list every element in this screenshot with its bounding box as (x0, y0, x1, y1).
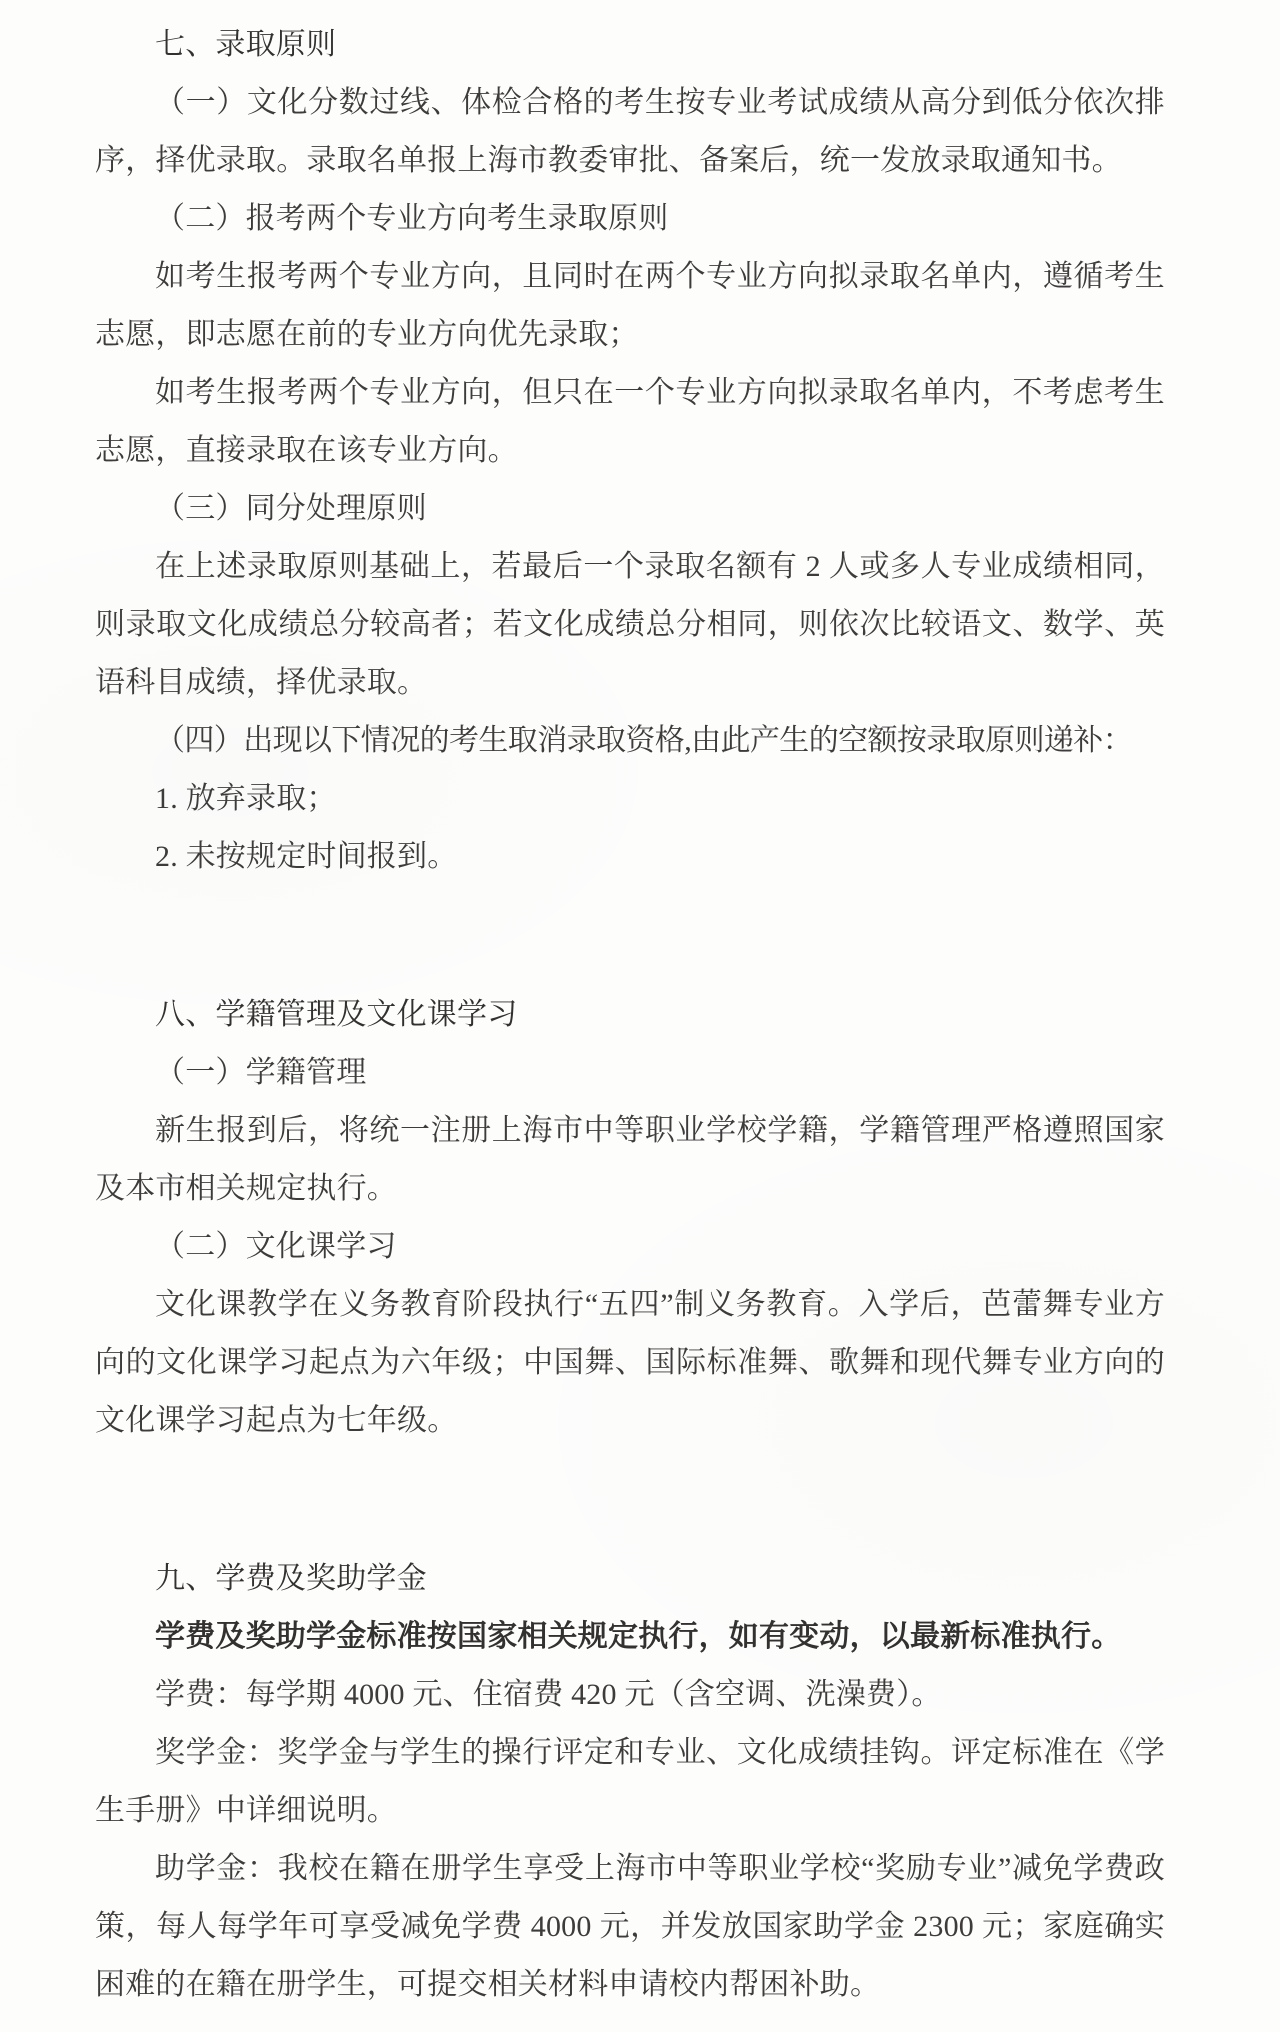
paragraph: （一）学籍管理 (155, 1056, 367, 1089)
paragraph: 如考生报考两个专业方向，且同时在两个专业方向拟录取名单内，遵循考生志愿，即志愿在前的专业方向优先录取； (95, 260, 1165, 351)
paragraph: 如考生报考两个专业方向，但只在一个专业方向拟录取名单内，不考虑考生志愿，直接录取在该专业方向。 (95, 376, 1165, 467)
section-student-status-and-culture-courses (95, 986, 1165, 1450)
section-heading: 八、学籍管理及文化课学习 (155, 998, 518, 1031)
section-heading: 九、学费及奖助学金 (155, 1562, 427, 1595)
paragraph: （二）报考两个专业方向考生录取原则 (155, 202, 669, 235)
section-admission-principles (95, 16, 1165, 886)
paragraph: 1. 放弃录取； (155, 782, 337, 815)
paragraph: （三）同分处理原则 (155, 492, 427, 525)
paragraph: 文化课教学在义务教育阶段执行“五四”制义务教育。入学后，芭蕾舞专业方向的文化课学习起点为六年级；中国舞、国际标准舞、歌舞和现代舞专业方向的文化课学习起点为七年级。 (95, 1288, 1165, 1437)
paragraph: （四）出现以下情况的考生取消录取资格,由此产生的空额按录取原则递补： (155, 724, 1133, 757)
paragraph: 学费：每学期 4000 元、住宿费 420 元（含空调、洗澡费）。 (155, 1678, 942, 1711)
paragraph: （一）文化分数过线、体检合格的考生按专业考试成绩从高分到低分依次排序，择优录取。录取名单报上海市教委审批、备案后，统一发放录取通知书。 (95, 86, 1165, 177)
section-tuition-and-scholarships (95, 1550, 1165, 2014)
paragraph: 2. 未按规定时间报到。 (155, 840, 458, 873)
paragraph: 助学金：我校在籍在册学生享受上海市中等职业学校“奖励专业”减免学费政策，每人每学年可享受减免学费 4000 元，并发放国家助学金 2300 元；家庭确实困难的在籍在册学生，可提交相关材料申请校内帮困补助。 (95, 1852, 1165, 2001)
paragraph: 学费及奖助学金标准按国家相关规定执行，如有变动，以最新标准执行。 (155, 1620, 1122, 1653)
paragraph: 新生报到后，将统一注册上海市中等职业学校学籍，学籍管理严格遵照国家及本市相关规定执行。 (95, 1114, 1165, 1205)
section-heading: 七、录取原则 (155, 28, 337, 61)
paragraph: （二）文化课学习 (155, 1230, 397, 1263)
paragraph: 在上述录取原则基础上，若最后一个录取名额有 2 人或多人专业成绩相同，则录取文化成绩总分较高者；若文化成绩总分相同，则依次比较语文、数学、英语科目成绩，择优录取。 (95, 550, 1165, 699)
paragraph: 奖学金：奖学金与学生的操行评定和专业、文化成绩挂钩。评定标准在《学生手册》中详细说明。 (95, 1736, 1165, 1827)
